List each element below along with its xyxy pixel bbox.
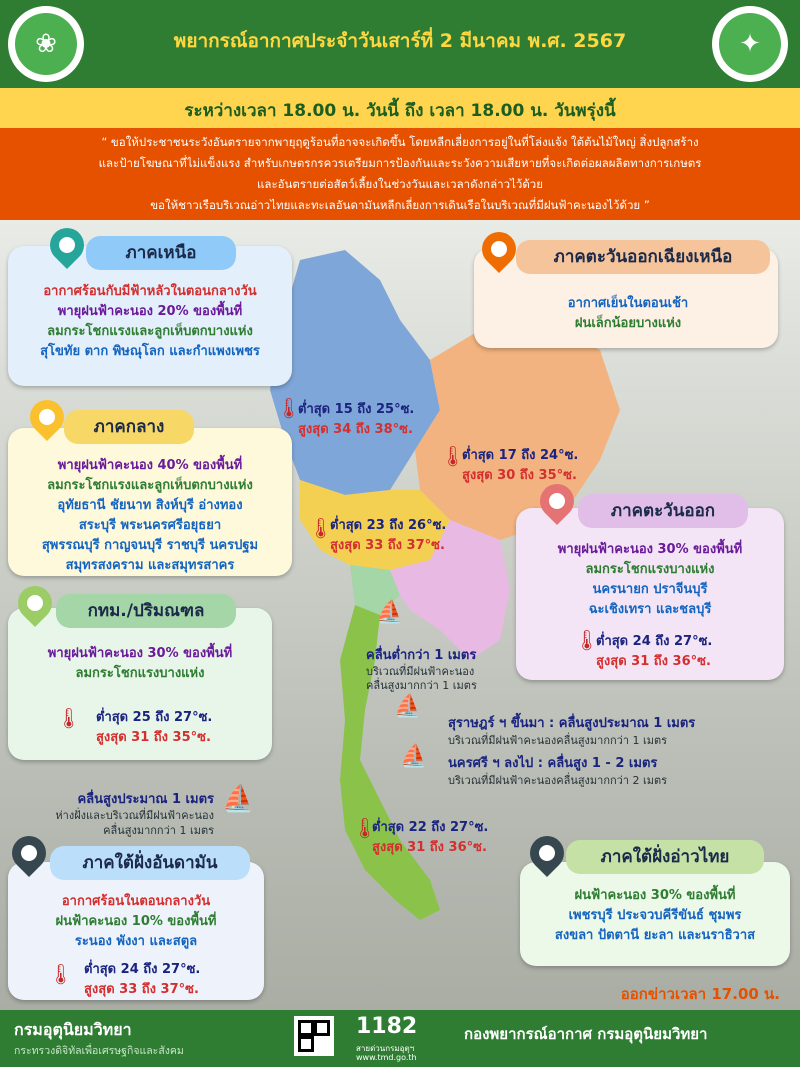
- northeast-temp-max: สูงสุด 30 ถึง 35°ซ.: [462, 468, 577, 483]
- footer-division: กองพยากรณ์อากาศ กรมอุตุนิยมวิทยา: [464, 1025, 708, 1043]
- east-temp-min: ต่ำสุด 24 ถึง 27°ซ.: [596, 634, 713, 649]
- north-temp-min: ต่ำสุด 15 ถึง 25°ซ.: [298, 402, 415, 417]
- south-andaman-line: ระนอง พังงา และสตูล: [74, 934, 198, 949]
- east-line: ลมกระโชกแรงบางแห่ง: [585, 562, 715, 577]
- footer-hotline: 1182: [356, 1014, 418, 1039]
- south-gulf-temp-min: ต่ำสุด 22 ถึง 27°ซ.: [372, 820, 489, 835]
- north-label: ภาคเหนือ: [86, 236, 236, 270]
- south-andaman-temp-min: ต่ำสุด 24 ถึง 27°ซ.: [84, 962, 201, 977]
- thermometer-icon: 🌡: [308, 516, 334, 540]
- south-gulf-line: ฝนฟ้าคะนอง 30% ของพื้นที่: [574, 888, 736, 903]
- qr-code-icon[interactable]: [294, 1016, 334, 1056]
- central-temp-min: ต่ำสุด 23 ถึง 26°ซ.: [330, 518, 447, 533]
- east-label: ภาคตะวันออก: [578, 494, 748, 528]
- south-andaman-line: ฝนฟ้าคะนอง 10% ของพื้นที่: [55, 914, 217, 929]
- footer-website[interactable]: www.tmd.go.th: [356, 1053, 417, 1062]
- central-line: ลมกระโชกแรงและลูกเห็บตกบางแห่ง: [47, 478, 253, 493]
- north-line: สุโขทัย ตาก พิษณุโลก และกำแพงเพชร: [40, 344, 260, 359]
- sea-upper-gulf-note: บริเวณที่มีฝนฟ้าคะนอง: [366, 665, 475, 678]
- south-andaman-label: ภาคใต้ฝั่งอันดามัน: [50, 846, 250, 880]
- south-andaman-line: อากาศร้อนในตอนกลางวัน: [61, 894, 211, 909]
- boat-icon: ⛵: [222, 784, 255, 814]
- east-line: ฉะเชิงเทรา และชลบุรี: [588, 602, 712, 617]
- sea-surat-note: บริเวณที่มีฝนฟ้าคะนองคลื่นสูงมากกว่า 1 เมตร: [448, 734, 668, 747]
- central-line: สมุทรสงคราม และสมุทรสาคร: [65, 558, 235, 573]
- bangkok-line: พายุฝนฟ้าคะนอง 30% ของพื้นที่: [47, 646, 233, 661]
- northeast-label: ภาคตะวันออกเฉียงเหนือ: [516, 240, 770, 274]
- thermometer-icon: 🌡: [276, 396, 302, 420]
- sea-upper-gulf-wave: คลื่นต่ำกว่า 1 เมตร: [366, 648, 477, 663]
- footer-ministry: กระทรวงดิจิทัลเพื่อเศรษฐกิจและสังคม: [14, 1045, 184, 1057]
- sea-andaman-note: คลื่นสูงมากกว่า 1 เมตร: [103, 824, 214, 837]
- central-label: ภาคกลาง: [64, 410, 194, 444]
- bangkok-temp-min: ต่ำสุด 25 ถึง 27°ซ.: [96, 710, 213, 725]
- bangkok-line: ลมกระโชกแรงบางแห่ง: [75, 666, 205, 681]
- boat-icon: ⛵: [394, 694, 422, 719]
- boat-icon: ⛵: [376, 600, 404, 625]
- central-temp-max: สูงสุด 33 ถึง 37°ซ.: [330, 538, 445, 553]
- northeast-line: ฝนเล็กน้อยบางแห่ง: [574, 316, 682, 331]
- map-north: [270, 250, 440, 495]
- sea-nakhon-wave: นครศรี ฯ ลงไป : คลื่นสูง 1 - 2 เมตร: [448, 756, 658, 771]
- south-gulf-line: เพชรบุรี ประจวบคีรีขันธ์ ชุมพร: [568, 908, 742, 923]
- issued-time: ออกข่าวเวลา 17.00 น.: [620, 985, 780, 1003]
- footer-dept: กรมอุตุนิยมวิทยา: [14, 1020, 132, 1039]
- footer-hotline-label: สายด่วนกรมอุตุฯ: [356, 1044, 415, 1053]
- north-line: พายุฝนฟ้าคะนอง 20% ของพื้นที่: [57, 304, 243, 319]
- south-gulf-temp-max: สูงสุด 31 ถึง 36°ซ.: [372, 840, 487, 855]
- central-line: สระบุรี พระนครศรีอยุธยา: [78, 518, 222, 533]
- east-temp-max: สูงสุด 31 ถึง 36°ซ.: [596, 654, 711, 669]
- sea-surat-wave: สุราษฎร์ ฯ ขึ้นมา : คลื่นสูงประมาณ 1 เมตร: [448, 716, 696, 731]
- south-gulf-label: ภาคใต้ฝั่งอ่าวไทย: [566, 840, 764, 874]
- south-andaman-temp-max: สูงสุด 33 ถึง 37°ซ.: [84, 982, 199, 997]
- sea-andaman-wave: คลื่นสูงประมาณ 1 เมตร: [77, 792, 214, 807]
- central-line: พายุฝนฟ้าคะนอง 40% ของพื้นที่: [57, 458, 243, 473]
- warning-line: “ ขอให้ประชาชนระวังอันตรายจากพายุฤดูร้อนที่อาจจะเกิดขึ้น โดยหลีกเลี่ยงการอยู่ในที่โล่งแจ้ง ใต้ต้นไม้ใหญ่ สิ่งปลูกสร้าง: [101, 135, 699, 149]
- north-line: ลมกระโชกแรงและลูกเห็บตกบางแห่ง: [47, 324, 253, 339]
- thermometer-icon: 🌡: [48, 962, 74, 986]
- east-line: พายุฝนฟ้าคะนอง 30% ของพื้นที่: [557, 542, 743, 557]
- thermometer-icon: 🌡: [352, 816, 378, 840]
- central-line: สุพรรณบุรี กาญจนบุรี ราชบุรี นครปฐม: [41, 538, 259, 553]
- tmd-logo: ✦: [712, 6, 788, 82]
- boat-icon: ⛵: [400, 744, 428, 769]
- east-line: นครนายก ปราจีนบุรี: [592, 582, 708, 597]
- north-temp-max: สูงสุด 34 ถึง 38°ซ.: [298, 422, 413, 437]
- south-gulf-line: สงขลา ปัตตานี ยะลา และนราธิวาส: [554, 928, 756, 943]
- ministry-logo: ❀: [8, 6, 84, 82]
- thermometer-icon: 🌡: [56, 706, 82, 730]
- sea-andaman-note: ห่างฝั่งและบริเวณที่มีฝนฟ้าคะนอง: [55, 809, 214, 822]
- warning-line: และอันตรายต่อสัตว์เลี้ยงในช่วงวันและเวลาดังกล่าวไว้ด้วย: [256, 177, 543, 191]
- thermometer-icon: 🌡: [574, 628, 600, 652]
- north-line: อากาศร้อนกับมีฟ้าหลัวในตอนกลางวัน: [43, 284, 257, 299]
- thermometer-icon: 🌡: [440, 444, 466, 468]
- bangkok-label: กทม./ปริมณฑล: [56, 594, 236, 628]
- page-subtitle: ระหว่างเวลา 18.00 น. วันนี้ ถึง เวลา 18.00 น. วันพรุ่งนี้: [184, 101, 616, 121]
- sea-nakhon-note: บริเวณที่มีฝนฟ้าคะนองคลื่นสูงมากกว่า 2 เมตร: [448, 774, 668, 787]
- central-line: อุทัยธานี ชัยนาท สิงห์บุรี อ่างทอง: [57, 498, 243, 513]
- page-title: พยากรณ์อากาศประจำวันเสาร์ที่ 2 มีนาคม พ.ศ. 2567: [173, 30, 627, 52]
- bangkok-temp-max: สูงสุด 31 ถึง 35°ซ.: [96, 730, 211, 745]
- northeast-temp-min: ต่ำสุด 17 ถึง 24°ซ.: [462, 448, 579, 463]
- northeast-line: อากาศเย็นในตอนเช้า: [567, 296, 689, 311]
- sea-upper-gulf-note: คลื่นสูงมากกว่า 1 เมตร: [366, 679, 477, 692]
- warning-line: ขอให้ชาวเรือบริเวณอ่าวไทยและทะเลอันดามันหลีกเลี่ยงการเดินเรือในบริเวณที่มีฝนฟ้าคะนองไว้ด้วย ”: [150, 198, 650, 212]
- warning-line: และป้ายโฆษณาที่ไม่แข็งแรง สำหรับเกษตรกรควรเตรียมการป้องกันและระวังความเสียหายที่จะเกิดต่อผลผลิตทางการเกษตร: [98, 156, 702, 170]
